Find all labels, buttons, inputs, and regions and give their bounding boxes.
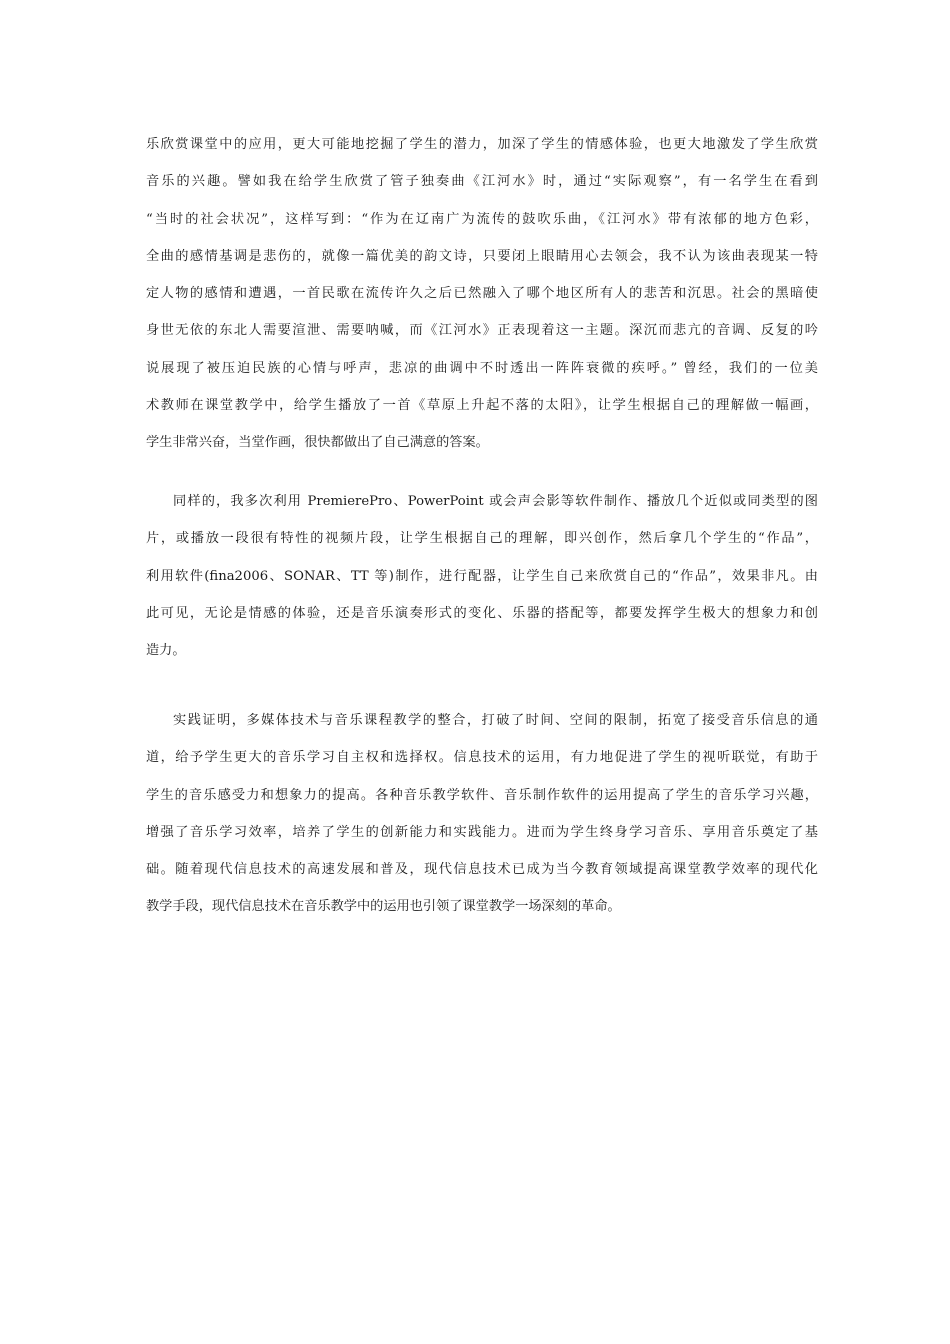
paragraph-1-line-5: 定人物的感情和遭遇，一首民歌在流传许久之后已然融入了哪个地区所有人的悲苦和沉思。社会的黑暗使: [146, 286, 818, 302]
paragraph-2-line-5: 造力。: [146, 643, 186, 659]
paragraph-1-line-7: 说展现了被压迫民族的心情与呼声，悲凉的曲调中不时透出一阵阵衰微的疾呼。” 曾经，我们的一位美: [146, 360, 818, 376]
paragraph-2-line-4: 此可见，无论是情感的体验，还是音乐演奏形式的变化、乐器的搭配等，都要发挥学生极大的想象力和创: [146, 605, 818, 621]
paragraph-2: [146, 483, 818, 669]
paragraph-3-line-1: 实践证明，多媒体技术与音乐课程教学的整合，打破了时间、空间的限制，拓宽了接受音乐信息的通: [173, 713, 818, 728]
paragraph-1-line-4: 全曲的感情基调是悲伤的，就像一篇优美的韵文诗，只要闭上眼睛用心去领会，我不认为该曲表现某一特: [146, 248, 818, 264]
paragraph-3-line-3: 学生的音乐感受力和想象力的提高。各种音乐教学软件、音乐制作软件的运用提高了学生的音乐学习兴趣，: [146, 787, 818, 803]
paragraph-1-line-2: 音乐的兴趣。譬如我在给学生欣赏了管子独奏曲《江河水》时，通过“实际观察”，有一名学生在看到: [146, 174, 818, 190]
paragraph-3: [146, 702, 818, 926]
paragraph-1-line-1: 乐欣赏课堂中的应用，更大可能地挖掘了学生的潜力，加深了学生的情感体验，也更大地激发了学生欣赏: [146, 137, 818, 152]
paragraph-3-line-6: 教学手段，现代信息技术在音乐教学中的运用也引领了课堂教学一场深刻的革命。: [146, 899, 621, 915]
paragraph-2-line-1: 同样的，我多次利用 PremierePro、PowerPoint 或会声会影等软件制作、播放几个近似或同类型的图: [173, 494, 818, 509]
paragraph-1-line-3: “当时的社会状况”，这样写到：“作为在辽南广为流传的鼓吹乐曲，《江河水》带有浓郁的地方色彩，: [146, 211, 818, 227]
paragraph-3-line-2: 道，给予学生更大的音乐学习自主权和选择权。信息技术的运用，有力地促进了学生的视听联觉，有助于: [146, 750, 818, 766]
paragraph-1-line-8: 术教师在课堂教学中，给学生播放了一首《草原上升起不落的太阳》，让学生根据自己的理解做一幅画，: [146, 398, 818, 414]
paragraph-2-line-3: 利用软件(fina2006、SONAR、TT 等)制作，进行配器，让学生自己来欣赏自己的“作品”，效果非凡。由: [146, 568, 818, 584]
paragraph-1-line-6: 身世无依的东北人需要渲泄、需要呐喊，而《江河水》正表现着这一主题。深沉而悲亢的音调、反复的吟: [146, 323, 818, 339]
paragraph-3-line-4: 增强了音乐学习效率，培养了学生的创新能力和实践能力。进而为学生终身学习音乐、享用音乐奠定了基: [146, 824, 818, 840]
paragraph-1-line-9: 学生非常兴奋，当堂作画，很快都做出了自己满意的答案。: [146, 435, 489, 451]
paragraph-2-line-2: 片，或播放一段很有特性的视频片段，让学生根据自己的理解，即兴创作，然后拿几个学生的“作品”，: [146, 531, 818, 547]
paragraph-1: [146, 126, 818, 462]
paragraph-3-line-5: 础。随着现代信息技术的高速发展和普及，现代信息技术已成为当今教育领域提高课堂教学效率的现代化: [146, 862, 818, 878]
